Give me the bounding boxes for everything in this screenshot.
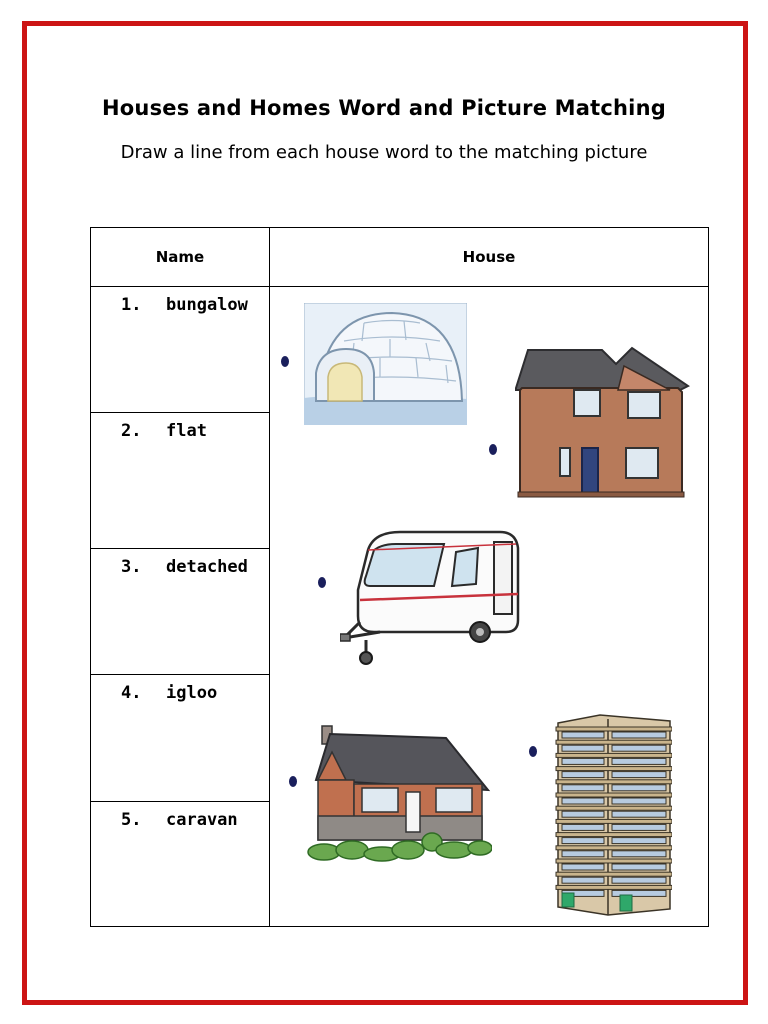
caravan-picture [340, 528, 522, 666]
word-number: 3. [121, 557, 142, 577]
word-number: 2. [121, 421, 142, 441]
word-label: caravan [166, 810, 238, 830]
word-label: bungalow [166, 295, 248, 315]
worksheet-title: Houses and Homes Word and Picture Matching [102, 96, 666, 120]
header-house: House [462, 248, 516, 266]
header-name: Name [155, 248, 205, 266]
flat-block-picture [548, 713, 672, 917]
bungalow-picture [304, 722, 492, 862]
worksheet-instructions: Draw a line from each house word to the matching picture [120, 142, 648, 163]
word-label: flat [166, 421, 207, 441]
match-dot[interactable] [529, 746, 537, 757]
word-label: detached [166, 557, 248, 577]
word-number: 4. [121, 683, 142, 703]
word-row [91, 413, 269, 548]
igloo-picture [304, 303, 467, 425]
word-row [91, 675, 269, 801]
word-label: igloo [166, 683, 218, 703]
match-dot[interactable] [489, 444, 497, 455]
column-divider [269, 228, 270, 926]
word-row [91, 549, 269, 674]
match-dot[interactable] [318, 577, 326, 588]
word-number: 5. [121, 810, 142, 830]
word-row [91, 802, 269, 927]
detached-house-picture [512, 344, 690, 500]
word-number: 1. [121, 295, 142, 315]
match-dot[interactable] [289, 776, 297, 787]
match-dot[interactable] [281, 356, 289, 367]
word-row [91, 287, 269, 412]
